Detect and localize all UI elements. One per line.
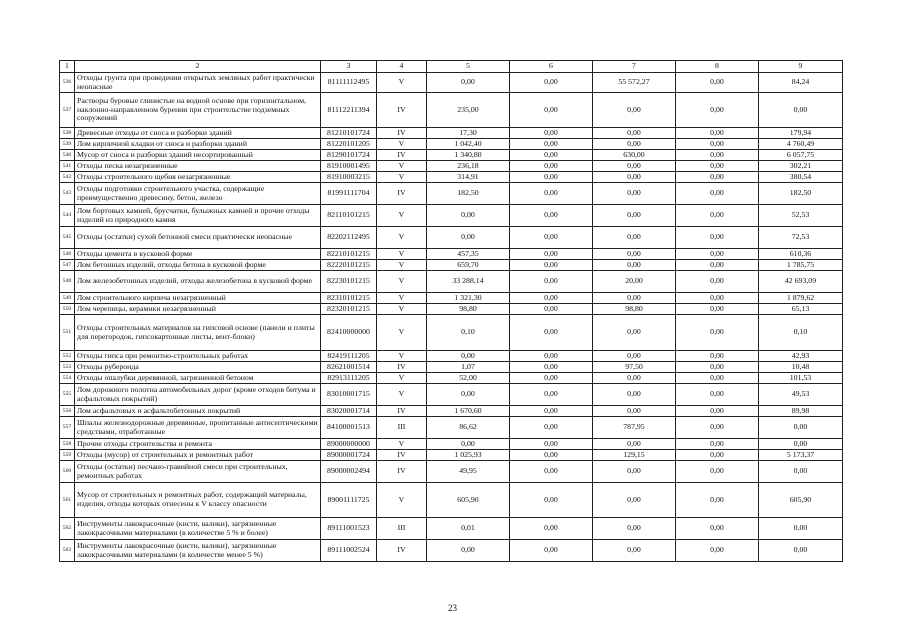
value-col-6: 0,00: [510, 249, 593, 260]
value-col-9: 101,53: [759, 373, 843, 384]
value-col-8: 0,00: [676, 315, 759, 351]
waste-name: Прочие отходы строительства и ремонта: [75, 439, 321, 450]
value-col-5: 236,18: [427, 161, 510, 172]
waste-name: Инструменты лакокрасочные (кисти, валики), загрязненные лакокрасочными материалами (в количестве менее 5 %): [75, 540, 321, 562]
table-row: [60, 315, 843, 351]
value-col-8: 0,00: [676, 540, 759, 562]
table-row: [60, 362, 843, 373]
value-col-5: 605,90: [427, 483, 510, 518]
value-col-5: 0,00: [427, 439, 510, 450]
fkko-code: 83020001714: [321, 406, 377, 417]
fkko-code: 82419111205: [321, 351, 377, 362]
fkko-code: 89000002494: [321, 461, 377, 483]
fkko-code: 81910003215: [321, 172, 377, 183]
row-number: 559: [60, 450, 75, 461]
value-col-7: 98,80: [593, 304, 676, 315]
value-col-9: 0,10: [759, 315, 843, 351]
value-col-7: 20,00: [593, 271, 676, 293]
value-col-9: 1 879,62: [759, 293, 843, 304]
value-col-7: 0,00: [593, 483, 676, 518]
waste-table: [59, 60, 843, 562]
hazard-class: V: [377, 139, 427, 150]
value-col-7: 0,00: [593, 93, 676, 128]
value-col-5: 659,70: [427, 260, 510, 271]
value-col-8: 0,00: [676, 183, 759, 205]
hazard-class: IV: [377, 461, 427, 483]
fkko-code: 89000001724: [321, 450, 377, 461]
value-col-5: 1 321,30: [427, 293, 510, 304]
value-col-6: 0,00: [510, 260, 593, 271]
row-number: 561: [60, 483, 75, 518]
row-number: 550: [60, 304, 75, 315]
table-row: [60, 439, 843, 450]
table-row: [60, 518, 843, 540]
value-col-6: 0,00: [510, 406, 593, 417]
value-col-8: 0,00: [676, 417, 759, 439]
value-col-8: 0,00: [676, 304, 759, 315]
value-col-8: 0,00: [676, 518, 759, 540]
value-col-5: 1 042,40: [427, 139, 510, 150]
value-col-7: 0,00: [593, 351, 676, 362]
value-col-7: 787,95: [593, 417, 676, 439]
row-number: 541: [60, 161, 75, 172]
value-col-7: 0,00: [593, 205, 676, 227]
col-header-4: 4: [377, 61, 427, 73]
row-number: 551: [60, 315, 75, 351]
value-col-7: 129,15: [593, 450, 676, 461]
value-col-9: 0,00: [759, 461, 843, 483]
value-col-5: 0,00: [427, 205, 510, 227]
value-col-7: 0,00: [593, 384, 676, 406]
value-col-9: 89,98: [759, 406, 843, 417]
hazard-class: V: [377, 271, 427, 293]
value-col-5: 1 670,60: [427, 406, 510, 417]
table-row: [60, 483, 843, 518]
row-number: 543: [60, 183, 75, 205]
waste-name: Отходы (мусор) от строительных и ремонтных работ: [75, 450, 321, 461]
table-body: [60, 73, 843, 562]
fkko-code: 89111002524: [321, 540, 377, 562]
table-row: [60, 205, 843, 227]
col-header-5: 5: [427, 61, 510, 73]
value-col-6: 0,00: [510, 172, 593, 183]
value-col-5: 1 025,93: [427, 450, 510, 461]
value-col-9: 65,13: [759, 304, 843, 315]
hazard-class: V: [377, 73, 427, 93]
hazard-class: IV: [377, 362, 427, 373]
value-col-6: 0,00: [510, 161, 593, 172]
table-row: [60, 150, 843, 161]
value-col-6: 0,00: [510, 315, 593, 351]
value-col-8: 0,00: [676, 172, 759, 183]
value-col-7: 0,00: [593, 315, 676, 351]
value-col-5: 0,01: [427, 518, 510, 540]
hazard-class: V: [377, 384, 427, 406]
value-col-6: 0,00: [510, 483, 593, 518]
value-col-9: 42 693,09: [759, 271, 843, 293]
col-header-7: 7: [593, 61, 676, 73]
hazard-class: V: [377, 205, 427, 227]
hazard-class: V: [377, 227, 427, 249]
value-col-6: 0,00: [510, 351, 593, 362]
waste-name: Отходы цемента в кусковой форме: [75, 249, 321, 260]
hazard-class: V: [377, 483, 427, 518]
value-col-8: 0,00: [676, 150, 759, 161]
col-header-3: 3: [321, 61, 377, 73]
table-row: [60, 540, 843, 562]
value-col-8: 0,00: [676, 73, 759, 93]
waste-name: Отходы строительного щебня незагрязненные: [75, 172, 321, 183]
value-col-5: 49,95: [427, 461, 510, 483]
table-row: [60, 461, 843, 483]
value-col-6: 0,00: [510, 73, 593, 93]
fkko-code: 82230101215: [321, 271, 377, 293]
value-col-6: 0,00: [510, 93, 593, 128]
waste-name: Шпалы железнодорожные деревянные, пропитанные антисептическими средствами, отработанные: [75, 417, 321, 439]
hazard-class: IV: [377, 128, 427, 139]
fkko-code: 82210101215: [321, 249, 377, 260]
value-col-9: 6 057,75: [759, 150, 843, 161]
waste-name: Древесные отходы от сноса и разборки зданий: [75, 128, 321, 139]
value-col-9: 605,90: [759, 483, 843, 518]
table-row: [60, 260, 843, 271]
value-col-7: 0,00: [593, 249, 676, 260]
value-col-6: 0,00: [510, 205, 593, 227]
value-col-5: 52,00: [427, 373, 510, 384]
row-number: 546: [60, 249, 75, 260]
waste-name: Растворы буровые глинистые на водной основе при горизонтальном, наклонно-направленном бурении при строительстве подземных сооружений: [75, 93, 321, 128]
row-number: 538: [60, 128, 75, 139]
value-col-6: 0,00: [510, 417, 593, 439]
value-col-7: 0,00: [593, 260, 676, 271]
fkko-code: 81290101724: [321, 150, 377, 161]
waste-name: Лом строительного кирпича незагрязненный: [75, 293, 321, 304]
value-col-5: 235,00: [427, 93, 510, 128]
value-col-7: 0,00: [593, 439, 676, 450]
table-row: [60, 417, 843, 439]
value-col-6: 0,00: [510, 373, 593, 384]
waste-name: Мусор от строительных и ремонтных работ, содержащий материалы, изделия, отходы которых отнесены к V классу опасности: [75, 483, 321, 518]
value-col-9: 179,94: [759, 128, 843, 139]
value-col-5: 0,00: [427, 351, 510, 362]
hazard-class: V: [377, 260, 427, 271]
row-number: 547: [60, 260, 75, 271]
fkko-code: 82621001514: [321, 362, 377, 373]
value-col-8: 0,00: [676, 439, 759, 450]
row-number: 552: [60, 351, 75, 362]
fkko-code: 82310101215: [321, 293, 377, 304]
hazard-class: V: [377, 293, 427, 304]
fkko-code: 82110101215: [321, 205, 377, 227]
value-col-9: 52,53: [759, 205, 843, 227]
fkko-code: 82410000000: [321, 315, 377, 351]
row-number: 548: [60, 271, 75, 293]
value-col-8: 0,00: [676, 384, 759, 406]
value-col-9: 380,54: [759, 172, 843, 183]
value-col-5: 182,50: [427, 183, 510, 205]
value-col-8: 0,00: [676, 205, 759, 227]
fkko-code: 83010001715: [321, 384, 377, 406]
col-header-9: 9: [759, 61, 843, 73]
row-number: 557: [60, 417, 75, 439]
value-col-6: 0,00: [510, 450, 593, 461]
hazard-class: V: [377, 351, 427, 362]
value-col-5: 1,07: [427, 362, 510, 373]
value-col-8: 0,00: [676, 249, 759, 260]
fkko-code: 81210101724: [321, 128, 377, 139]
value-col-7: 0,00: [593, 518, 676, 540]
row-number: 563: [60, 540, 75, 562]
value-col-6: 0,00: [510, 183, 593, 205]
value-col-8: 0,00: [676, 227, 759, 249]
col-header-6: 6: [510, 61, 593, 73]
value-col-5: 0,00: [427, 73, 510, 93]
waste-name: Отходы подготовки строительного участка, содержащие преимущественно древесину, бетон, железо: [75, 183, 321, 205]
value-col-8: 0,00: [676, 362, 759, 373]
table-header-row: [60, 61, 843, 73]
value-col-6: 0,00: [510, 518, 593, 540]
table-row: [60, 450, 843, 461]
value-col-6: 0,00: [510, 293, 593, 304]
value-col-8: 0,00: [676, 351, 759, 362]
fkko-code: 81111112495: [321, 73, 377, 93]
value-col-6: 0,00: [510, 362, 593, 373]
table-row: [60, 373, 843, 384]
waste-name: Отходы (остатки) сухой бетонной смеси практически неопасные: [75, 227, 321, 249]
value-col-6: 0,00: [510, 271, 593, 293]
value-col-6: 0,00: [510, 150, 593, 161]
hazard-class: III: [377, 417, 427, 439]
value-col-9: 610,36: [759, 249, 843, 260]
value-col-8: 0,00: [676, 293, 759, 304]
table-row: [60, 227, 843, 249]
waste-name: Отходы (остатки) песчано-гравийной смеси при строительных, ремонтных работах: [75, 461, 321, 483]
hazard-class: IV: [377, 150, 427, 161]
value-col-5: 314,91: [427, 172, 510, 183]
value-col-5: 457,35: [427, 249, 510, 260]
fkko-code: 81910001495: [321, 161, 377, 172]
value-col-9: 10,48: [759, 362, 843, 373]
value-col-7: 0,00: [593, 161, 676, 172]
value-col-6: 0,00: [510, 384, 593, 406]
row-number: 540: [60, 150, 75, 161]
value-col-7: 630,00: [593, 150, 676, 161]
value-col-5: 0,00: [427, 540, 510, 562]
value-col-6: 0,00: [510, 304, 593, 315]
hazard-class: V: [377, 373, 427, 384]
waste-name: Лом железобетонных изделий, отходы железобетона в кусковой форме: [75, 271, 321, 293]
fkko-code: 82202112495: [321, 227, 377, 249]
col-header-1: 1: [60, 61, 75, 73]
value-col-7: 0,00: [593, 172, 676, 183]
value-col-9: 0,00: [759, 417, 843, 439]
value-col-9: 49,53: [759, 384, 843, 406]
table-row: [60, 172, 843, 183]
value-col-8: 0,00: [676, 483, 759, 518]
waste-name: Отходы песка незагрязненные: [75, 161, 321, 172]
waste-name: Инструменты лакокрасочные (кисти, валики), загрязненные лакокрасочными материалами (в количестве 5 % и более): [75, 518, 321, 540]
fkko-code: 81220101205: [321, 139, 377, 150]
table-row: [60, 384, 843, 406]
waste-name: Лом бортовых камней, брусчатки, булыжных камней и прочие отходы изделий из природного камня: [75, 205, 321, 227]
value-col-7: 0,00: [593, 406, 676, 417]
value-col-8: 0,00: [676, 271, 759, 293]
row-number: 560: [60, 461, 75, 483]
table-row: [60, 161, 843, 172]
value-col-9: 182,50: [759, 183, 843, 205]
value-col-8: 0,00: [676, 461, 759, 483]
value-col-5: 1 340,80: [427, 150, 510, 161]
hazard-class: IV: [377, 183, 427, 205]
value-col-7: 0,00: [593, 139, 676, 150]
value-col-6: 0,00: [510, 540, 593, 562]
value-col-7: 55 572,27: [593, 73, 676, 93]
value-col-8: 0,00: [676, 450, 759, 461]
waste-name: Лом бетонных изделий, отходы бетона в кусковой форме: [75, 260, 321, 271]
value-col-8: 0,00: [676, 161, 759, 172]
value-col-9: 5 173,37: [759, 450, 843, 461]
value-col-9: 84,24: [759, 73, 843, 93]
table-row: [60, 271, 843, 293]
waste-name: Отходы грунта при проведении открытых земляных работ практически неопасные: [75, 73, 321, 93]
value-col-7: 0,00: [593, 183, 676, 205]
table-row: [60, 139, 843, 150]
fkko-code: 89000000000: [321, 439, 377, 450]
row-number: 536: [60, 73, 75, 93]
value-col-7: 0,00: [593, 293, 676, 304]
fkko-code: 89001111725: [321, 483, 377, 518]
fkko-code: 82220101215: [321, 260, 377, 271]
value-col-5: 86,62: [427, 417, 510, 439]
hazard-class: V: [377, 439, 427, 450]
value-col-9: 0,00: [759, 439, 843, 450]
hazard-class: IV: [377, 93, 427, 128]
value-col-6: 0,00: [510, 461, 593, 483]
row-number: 549: [60, 293, 75, 304]
hazard-class: V: [377, 161, 427, 172]
fkko-code: 81112211394: [321, 93, 377, 128]
table-row: [60, 183, 843, 205]
value-col-6: 0,00: [510, 128, 593, 139]
table-row: [60, 128, 843, 139]
hazard-class: IV: [377, 540, 427, 562]
value-col-5: 33 288,14: [427, 271, 510, 293]
row-number: 542: [60, 172, 75, 183]
row-number: 539: [60, 139, 75, 150]
value-col-5: 0,10: [427, 315, 510, 351]
value-col-8: 0,00: [676, 128, 759, 139]
waste-name: Отходы строительных материалов на гипсовой основе (панели и плиты для перегородок, гипсокартонные листы, вент-блоки): [75, 315, 321, 351]
value-col-8: 0,00: [676, 93, 759, 128]
row-number: 556: [60, 406, 75, 417]
fkko-code: 89111001523: [321, 518, 377, 540]
value-col-5: 98,80: [427, 304, 510, 315]
row-number: 555: [60, 384, 75, 406]
col-header-8: 8: [676, 61, 759, 73]
value-col-6: 0,00: [510, 227, 593, 249]
hazard-class: V: [377, 315, 427, 351]
value-col-6: 0,00: [510, 139, 593, 150]
row-number: 537: [60, 93, 75, 128]
value-col-9: 72,53: [759, 227, 843, 249]
hazard-class: V: [377, 172, 427, 183]
value-col-5: 0,00: [427, 384, 510, 406]
value-col-7: 97,50: [593, 362, 676, 373]
table-row: [60, 249, 843, 260]
fkko-code: 82320101215: [321, 304, 377, 315]
value-col-7: 0,00: [593, 461, 676, 483]
value-col-8: 0,00: [676, 373, 759, 384]
col-header-2: 2: [75, 61, 321, 73]
table-row: [60, 73, 843, 93]
value-col-7: 0,00: [593, 128, 676, 139]
row-number: 545: [60, 227, 75, 249]
value-col-6: 0,00: [510, 439, 593, 450]
table-row: [60, 304, 843, 315]
value-col-9: 4 760,49: [759, 139, 843, 150]
hazard-class: III: [377, 518, 427, 540]
fkko-code: 82913111205: [321, 373, 377, 384]
row-number: 553: [60, 362, 75, 373]
waste-name: Мусор от сноса и разборки зданий несортированный: [75, 150, 321, 161]
value-col-9: 0,00: [759, 93, 843, 128]
fkko-code: 84100001513: [321, 417, 377, 439]
fkko-code: 81991111704: [321, 183, 377, 205]
waste-name: Отходы опалубки деревянной, загрязненной бетоном: [75, 373, 321, 384]
row-number: 544: [60, 205, 75, 227]
row-number: 558: [60, 439, 75, 450]
value-col-5: 0,00: [427, 227, 510, 249]
waste-name: Лом асфальтовых и асфальтобетонных покрытий: [75, 406, 321, 417]
value-col-8: 0,00: [676, 139, 759, 150]
value-col-9: 42,93: [759, 351, 843, 362]
value-col-7: 0,00: [593, 540, 676, 562]
value-col-9: 302,21: [759, 161, 843, 172]
table-row: [60, 93, 843, 128]
value-col-5: 17,30: [427, 128, 510, 139]
waste-name: Лом дорожного полотна автомобильных дорог (кроме отходов битума и асфальтовых покрытий): [75, 384, 321, 406]
waste-name: Лом кирпичной кладки от сноса и разборки зданий: [75, 139, 321, 150]
value-col-9: 1 785,75: [759, 260, 843, 271]
hazard-class: V: [377, 249, 427, 260]
value-col-9: 0,00: [759, 540, 843, 562]
waste-name: Лом черепицы, керамики незагрязненный: [75, 304, 321, 315]
table-row: [60, 406, 843, 417]
waste-name: Отходы рубероида: [75, 362, 321, 373]
value-col-7: 0,00: [593, 373, 676, 384]
hazard-class: IV: [377, 406, 427, 417]
page-number: 23: [448, 603, 457, 613]
value-col-8: 0,00: [676, 406, 759, 417]
table-row: [60, 351, 843, 362]
row-number: 554: [60, 373, 75, 384]
hazard-class: IV: [377, 450, 427, 461]
value-col-8: 0,00: [676, 260, 759, 271]
row-number: 562: [60, 518, 75, 540]
value-col-9: 0,00: [759, 518, 843, 540]
value-col-7: 0,00: [593, 227, 676, 249]
table-row: [60, 293, 843, 304]
hazard-class: V: [377, 304, 427, 315]
waste-name: Отходы гипса при ремонтно-строительных работах: [75, 351, 321, 362]
